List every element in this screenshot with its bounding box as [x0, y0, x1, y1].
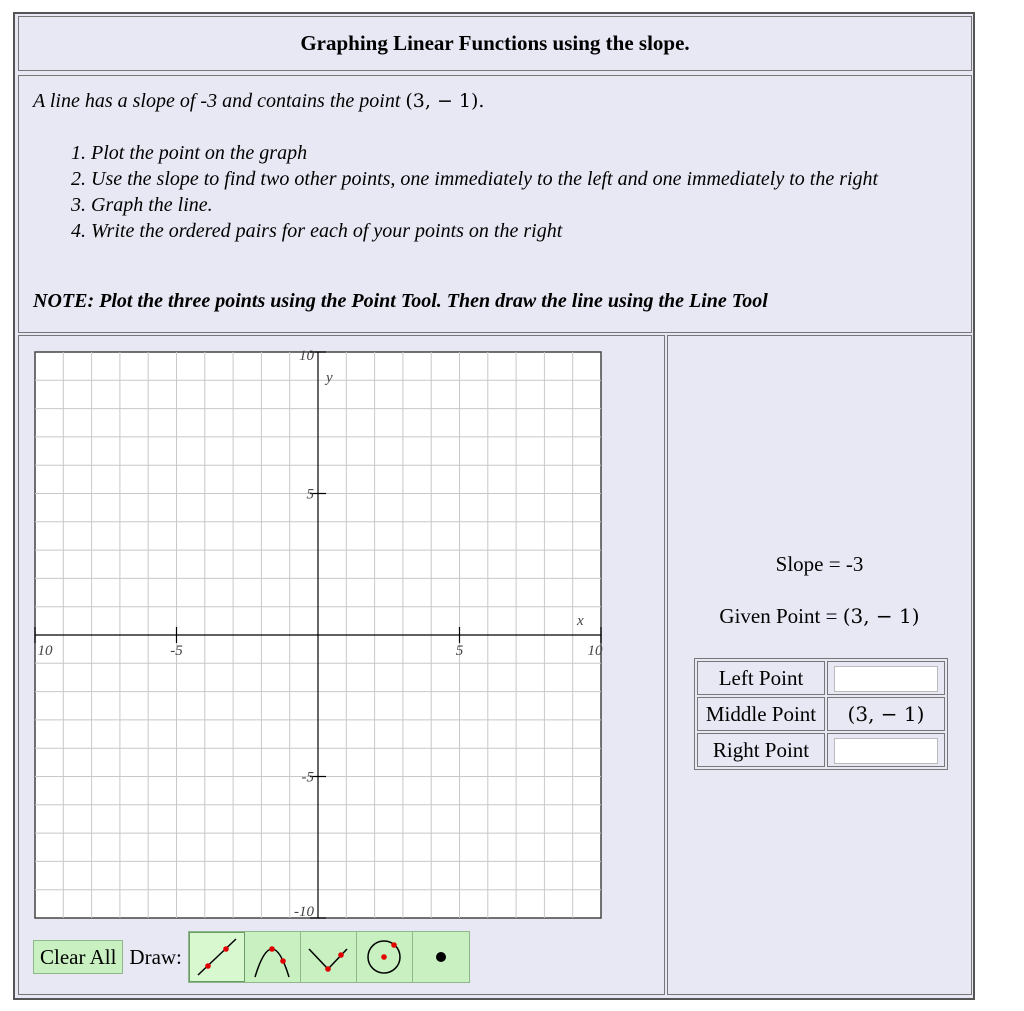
x-tick-label: -5 [170, 643, 183, 659]
left-point-cell [827, 661, 945, 695]
page-title [18, 16, 972, 71]
line-tool-icon [194, 935, 240, 979]
slope-label: Slope = -3 [775, 552, 864, 576]
problem-intro [33, 90, 484, 113]
clear-all-button[interactable]: Clear All [33, 940, 123, 974]
table-row [697, 733, 945, 767]
given-point-math: (3, − 1). [405, 90, 485, 112]
parabola-tool-button[interactable] [245, 932, 301, 982]
step-item: 3. Graph the line. [91, 192, 971, 218]
note-text: NOTE: Plot the three points using the Point Tool. Then draw the line using the Line Tool [33, 290, 768, 312]
right-point-input[interactable] [834, 738, 938, 764]
given-point-label: Given Point = [719, 604, 838, 628]
x-tick-label: 10 [37, 643, 53, 659]
points-table [694, 658, 948, 770]
x-axis-label: x [577, 613, 584, 629]
absolute-value-tool-button[interactable] [301, 932, 357, 982]
right-point-label: Right Point [697, 733, 825, 767]
y-tick-label: 10 [299, 350, 314, 364]
point-tool-button[interactable] [413, 932, 469, 982]
y-axis-label: y [326, 370, 333, 386]
middle-point-value: (3, − 1) [827, 697, 945, 731]
left-point-label: Left Point [697, 661, 825, 695]
absolute-value-tool-icon [305, 935, 351, 979]
page-title-text: Graphing Linear Functions using the slope. [300, 31, 690, 55]
line-tool-button[interactable] [189, 932, 245, 982]
middle-point-label: Middle Point [697, 697, 825, 731]
left-point-input[interactable] [834, 666, 938, 692]
parabola-tool-icon [249, 935, 295, 979]
point-tool-icon [418, 935, 464, 979]
graph-panel [18, 335, 665, 995]
step-item: 4. Write the ordered pairs for each of your points on the right [91, 218, 971, 244]
x-tick-label: 10 [587, 643, 603, 659]
step-item: 1. Plot the point on the graph [91, 140, 971, 166]
draw-label: Draw: [129, 944, 182, 969]
given-point-row [668, 604, 971, 629]
right-point-cell [827, 733, 945, 767]
given-point-value: (3, − 1) [842, 604, 920, 628]
problem-prompt [18, 75, 972, 333]
table-row [697, 697, 945, 731]
y-tick-label: -5 [301, 769, 314, 786]
y-tick-label: -10 [294, 904, 314, 920]
answer-panel [667, 335, 972, 995]
x-tick-label: 5 [455, 643, 464, 659]
steps-list [55, 140, 971, 244]
step-item: 2. Use the slope to find two other points, one immediately to the left and one immediately to the right [91, 166, 971, 192]
table-row [697, 661, 945, 695]
tool-palette [188, 931, 470, 983]
circle-tool-button[interactable] [357, 932, 413, 982]
draw-toolbar [33, 932, 470, 982]
y-tick-label: 5 [306, 486, 314, 503]
coordinate-graph[interactable] [33, 350, 603, 920]
circle-tool-icon [361, 935, 407, 979]
intro-text: A line has a slope of -3 and contains the point [33, 90, 401, 112]
